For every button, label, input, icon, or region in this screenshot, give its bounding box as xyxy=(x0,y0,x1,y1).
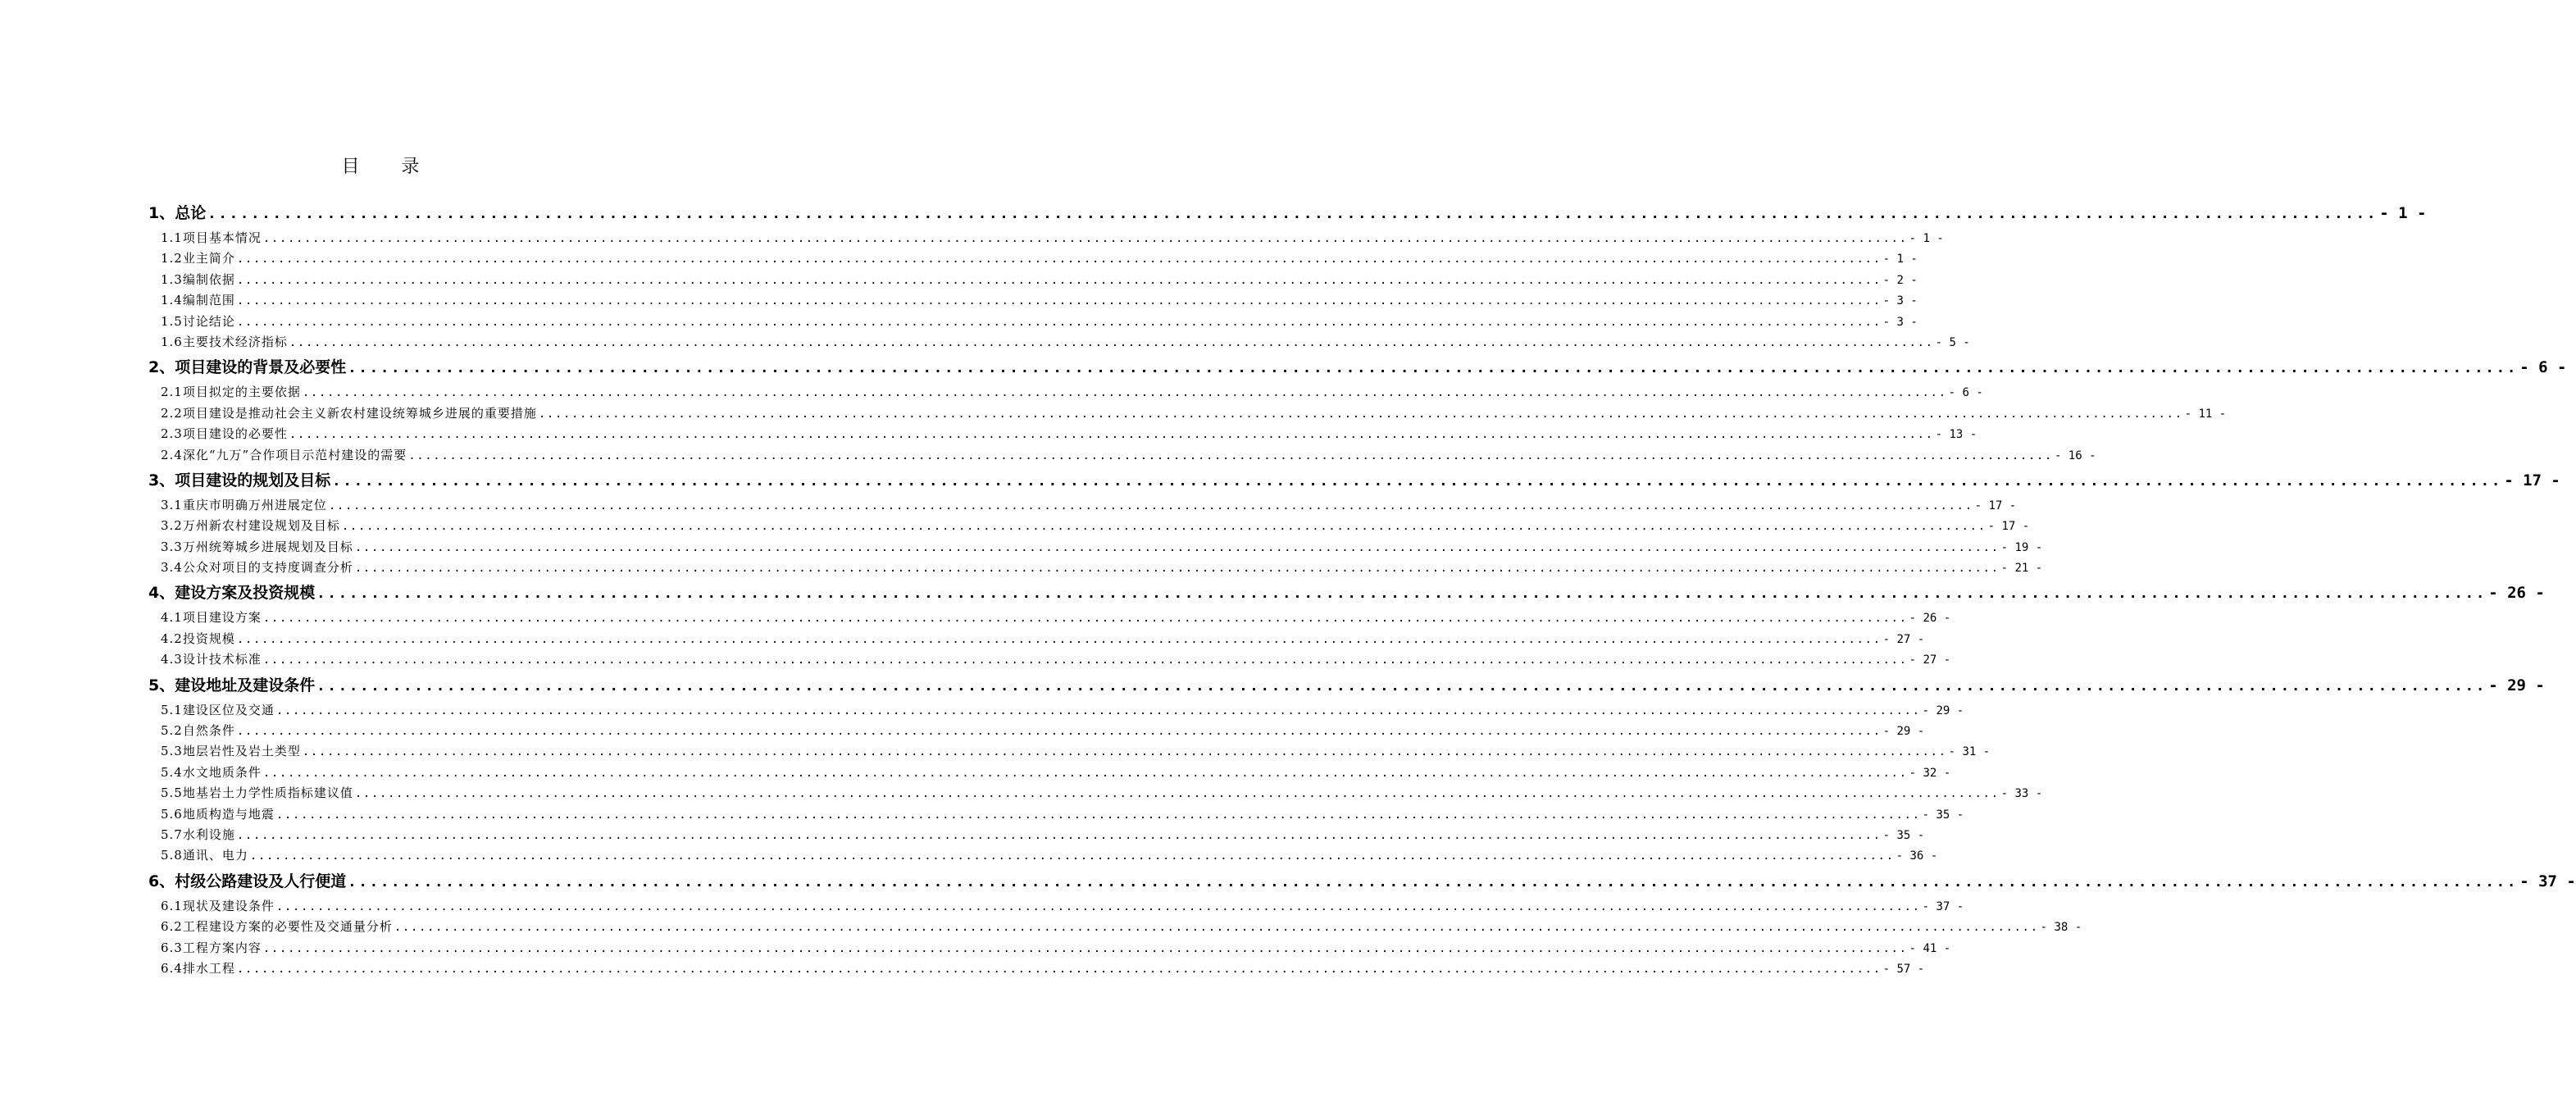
toc-page-number: - 35 - xyxy=(1922,808,1964,822)
toc-entry-label: 5.5地基岩土力学性质指标建议值 xyxy=(161,786,353,801)
toc-dot-leader: ........................................................................................................................................................................................................ xyxy=(275,899,1921,913)
toc-dot-leader: ........................................................................................................................................................................................................ xyxy=(348,360,2519,377)
toc-dot-leader: ........................................................................................................................................................................................................ xyxy=(262,232,1908,245)
toc-section-entry[interactable] xyxy=(146,721,1925,741)
toc-entry-label: 1.3编制依据 xyxy=(161,271,235,287)
toc-section-entry[interactable] xyxy=(146,804,1964,825)
toc-section-entry[interactable] xyxy=(146,424,1978,444)
toc-page-number: - 16 - xyxy=(2054,449,2096,462)
toc-page-number: - 31 - xyxy=(1948,745,1991,759)
toc-entry-label: 5.3地层岩性及岩土类型 xyxy=(161,744,301,759)
toc-section-entry[interactable] xyxy=(146,248,1918,269)
toc-section-entry[interactable] xyxy=(146,495,2017,516)
toc-dot-leader: ........................................................................................................................................................................................................ xyxy=(328,499,1973,512)
toc-page-number: - 37 - xyxy=(1922,899,1964,913)
toc-dot-leader: ........................................................................................................................................................................................................ xyxy=(332,472,2503,490)
toc-section-entry[interactable] xyxy=(146,700,1964,721)
toc-page-number: - 6 - xyxy=(1948,386,1983,400)
toc-dot-leader: ........................................................................................................................................................................................................ xyxy=(302,745,1947,759)
toc-entry-label: 3、项目建设的规划及目标 xyxy=(148,471,331,490)
toc-page-number: - 27 - xyxy=(1882,632,1925,646)
toc-dot-leader: ........................................................................................................................................................................................................ xyxy=(289,428,1934,442)
toc-entry-label: 3.3万州统筹城乡进展规划及目标 xyxy=(161,539,353,554)
table-of-contents xyxy=(146,198,2576,979)
toc-dot-leader: ........................................................................................................................................................................................................ xyxy=(275,808,1921,822)
toc-page-number: - 5 - xyxy=(1935,335,1970,349)
toc-dot-leader: ........................................................................................................................................................................................................ xyxy=(262,612,1908,626)
toc-dot-leader: ........................................................................................................................................................................................................ xyxy=(408,449,2053,462)
toc-section-entry[interactable] xyxy=(146,959,1925,979)
toc-entry-label: 5.4水文地质条件 xyxy=(161,764,262,780)
toc-entry-label: 1.5讨论结论 xyxy=(161,313,235,329)
toc-entry-label: 5.1建设区位及交通 xyxy=(161,702,275,717)
toc-page-number: - 36 - xyxy=(1896,849,1938,863)
toc-dot-leader: ........................................................................................................................................................................................................ xyxy=(289,335,1934,349)
toc-entry-label: 1、总论 xyxy=(148,204,207,222)
toc-entry-label: 4、建设方案及投资规模 xyxy=(148,584,316,603)
toc-chapter-entry[interactable] xyxy=(146,671,2545,700)
toc-dot-leader: ........................................................................................................................................................................................................ xyxy=(236,253,1882,266)
toc-dot-leader: ........................................................................................................................................................................................................ xyxy=(236,294,1882,308)
toc-page-number: - 57 - xyxy=(1882,962,1925,976)
toc-dot-leader: ........................................................................................................................................................................................................ xyxy=(538,407,2183,421)
toc-section-entry[interactable] xyxy=(146,917,2082,937)
toc-dot-leader: ........................................................................................................................................................................................................ xyxy=(302,386,1947,400)
toc-page-number: - 32 - xyxy=(1909,766,1951,780)
toc-section-entry[interactable] xyxy=(146,608,1951,628)
toc-section-entry[interactable] xyxy=(146,558,2043,578)
toc-page-number: - 33 - xyxy=(2000,787,2043,801)
toc-dot-leader: ........................................................................................................................................................................................................ xyxy=(354,562,2000,576)
page-title: 目 录 xyxy=(341,157,438,177)
toc-dot-leader: ........................................................................................................................................................................................................ xyxy=(249,849,1895,863)
toc-page-number: - 6 - xyxy=(2519,358,2567,377)
toc-dot-leader: ........................................................................................................................................................................................................ xyxy=(262,766,1908,780)
toc-page-number: - 3 - xyxy=(1882,294,1918,308)
toc-entry-label: 1.4编制范围 xyxy=(161,293,235,308)
toc-section-entry[interactable] xyxy=(146,312,1918,332)
toc-section-entry[interactable] xyxy=(146,382,1983,403)
toc-page-number: - 21 - xyxy=(2000,562,2043,576)
toc-entry-label: 1.6主要技术经济指标 xyxy=(161,334,288,349)
toc-dot-leader: ........................................................................................................................................................................................................ xyxy=(236,273,1882,287)
toc-section-entry[interactable] xyxy=(146,228,1944,248)
toc-entry-label: 2.4深化“九万”合作项目示范村建设的需要 xyxy=(161,447,407,462)
toc-page-number: - 17 - xyxy=(1974,499,2017,512)
toc-entry-label: 1.2业主简介 xyxy=(161,251,235,266)
toc-entry-label: 5、建设地址及建设条件 xyxy=(148,676,316,694)
toc-dot-leader: ........................................................................................................................................................................................................ xyxy=(316,585,2487,603)
toc-chapter-entry[interactable] xyxy=(146,198,2427,228)
toc-page-number: - 37 - xyxy=(2519,872,2576,890)
toc-entry-label: 2.3项目建设的必要性 xyxy=(161,426,288,442)
toc-entry-label: 3.2万州新农村建设规划及目标 xyxy=(161,518,340,534)
toc-entry-label: 6.3工程方案内容 xyxy=(161,940,262,955)
toc-entry-label: 2.1项目拟定的主要依据 xyxy=(161,385,301,400)
toc-section-entry[interactable] xyxy=(146,741,1991,762)
toc-page-number: - 11 - xyxy=(2184,407,2227,421)
toc-page-number: - 26 - xyxy=(1909,612,1951,626)
toc-section-entry[interactable] xyxy=(146,537,2043,558)
toc-dot-leader: ........................................................................................................................................................................................................ xyxy=(316,677,2487,694)
toc-entry-label: 2.2项目建设是推动社会主义新农村建设统筹城乡进展的重要措施 xyxy=(161,405,537,421)
toc-section-entry[interactable] xyxy=(146,332,1970,353)
toc-dot-leader: ........................................................................................................................................................................................................ xyxy=(262,941,1908,955)
toc-section-entry[interactable] xyxy=(146,445,2096,466)
toc-dot-leader: ........................................................................................................................................................................................................ xyxy=(236,632,1882,646)
toc-section-entry[interactable] xyxy=(146,516,2030,536)
toc-page-number: - 1 - xyxy=(1909,232,1944,245)
toc-page-number: - 2 - xyxy=(1882,273,1918,287)
toc-chapter-entry[interactable] xyxy=(146,466,2560,495)
toc-section-entry[interactable] xyxy=(146,896,1964,917)
toc-entry-label: 6.4排水工程 xyxy=(161,960,235,976)
toc-chapter-entry[interactable] xyxy=(146,353,2567,382)
toc-section-entry[interactable] xyxy=(146,629,1925,649)
toc-page-number: - 1 - xyxy=(2379,204,2427,222)
toc-entry-label: 5.8通讯、电力 xyxy=(161,848,248,863)
toc-dot-leader: ........................................................................................................................................................................................................ xyxy=(207,206,2378,222)
toc-page-number: - 3 - xyxy=(1882,315,1918,329)
toc-entry-label: 4.2投资规模 xyxy=(161,631,235,646)
toc-entry-label: 6.1现状及建设条件 xyxy=(161,898,275,913)
toc-dot-leader: ........................................................................................................................................................................................................ xyxy=(262,653,1908,667)
toc-entry-label: 6、村级公路建设及人行便道 xyxy=(148,872,347,890)
toc-section-entry[interactable] xyxy=(146,783,2043,804)
toc-section-entry[interactable] xyxy=(146,403,2227,424)
toc-section-entry[interactable] xyxy=(146,649,1951,670)
toc-entry-label: 3.4公众对项目的支持度调查分析 xyxy=(161,560,353,576)
toc-entry-label: 6.2工程建设方案的必要性及交通量分析 xyxy=(161,919,393,935)
toc-chapter-entry[interactable] xyxy=(146,578,2545,608)
toc-entry-label: 5.7水利设施 xyxy=(161,826,235,842)
toc-page-number: - 17 - xyxy=(1987,520,2030,534)
toc-section-entry[interactable] xyxy=(146,290,1918,311)
toc-page-number: - 35 - xyxy=(1882,828,1925,842)
toc-entry-label: 5.2自然条件 xyxy=(161,723,235,739)
toc-dot-leader: ........................................................................................................................................................................................................ xyxy=(341,520,1987,534)
toc-page-number: - 29 - xyxy=(1922,704,1964,717)
toc-page-number: - 13 - xyxy=(1935,428,1978,442)
toc-page-number: - 38 - xyxy=(2040,921,2082,935)
toc-page-number: - 29 - xyxy=(1882,725,1925,739)
toc-page-number: - 17 - xyxy=(2504,471,2560,490)
toc-page-number: - 26 - xyxy=(2488,584,2545,603)
toc-entry-label: 4.1项目建设方案 xyxy=(161,610,262,626)
toc-section-entry[interactable] xyxy=(146,270,1918,290)
toc-entry-label: 2、项目建设的背景及必要性 xyxy=(148,358,347,377)
toc-dot-leader: ........................................................................................................................................................................................................ xyxy=(236,962,1882,976)
toc-page-number: - 41 - xyxy=(1909,941,1951,955)
toc-page-number: - 19 - xyxy=(2000,540,2043,554)
toc-page-number: - 27 - xyxy=(1909,653,1951,667)
toc-dot-leader: ........................................................................................................................................................................................................ xyxy=(354,540,2000,554)
toc-dot-leader: ........................................................................................................................................................................................................ xyxy=(394,921,2039,935)
toc-dot-leader: ........................................................................................................................................................................................................ xyxy=(354,787,2000,801)
toc-page-number: - 1 - xyxy=(1882,253,1918,266)
toc-entry-label: 1.1项目基本情况 xyxy=(161,230,262,245)
toc-dot-leader: ........................................................................................................................................................................................................ xyxy=(236,315,1882,329)
toc-page-number: - 29 - xyxy=(2488,676,2545,694)
toc-dot-leader: ........................................................................................................................................................................................................ xyxy=(236,725,1882,739)
toc-section-entry[interactable] xyxy=(146,825,1925,845)
toc-dot-leader: ........................................................................................................................................................................................................ xyxy=(348,873,2519,890)
toc-dot-leader: ........................................................................................................................................................................................................ xyxy=(236,828,1882,842)
toc-section-entry[interactable] xyxy=(146,938,1951,959)
toc-section-entry[interactable] xyxy=(146,763,1951,783)
toc-entry-label: 4.3设计技术标准 xyxy=(161,652,262,667)
toc-entry-label: 5.6地质构造与地震 xyxy=(161,806,275,822)
toc-chapter-entry[interactable] xyxy=(146,867,2576,896)
toc-section-entry[interactable] xyxy=(146,845,1938,866)
toc-dot-leader: ........................................................................................................................................................................................................ xyxy=(275,704,1921,717)
toc-entry-label: 3.1重庆市明确万州进展定位 xyxy=(161,497,327,512)
